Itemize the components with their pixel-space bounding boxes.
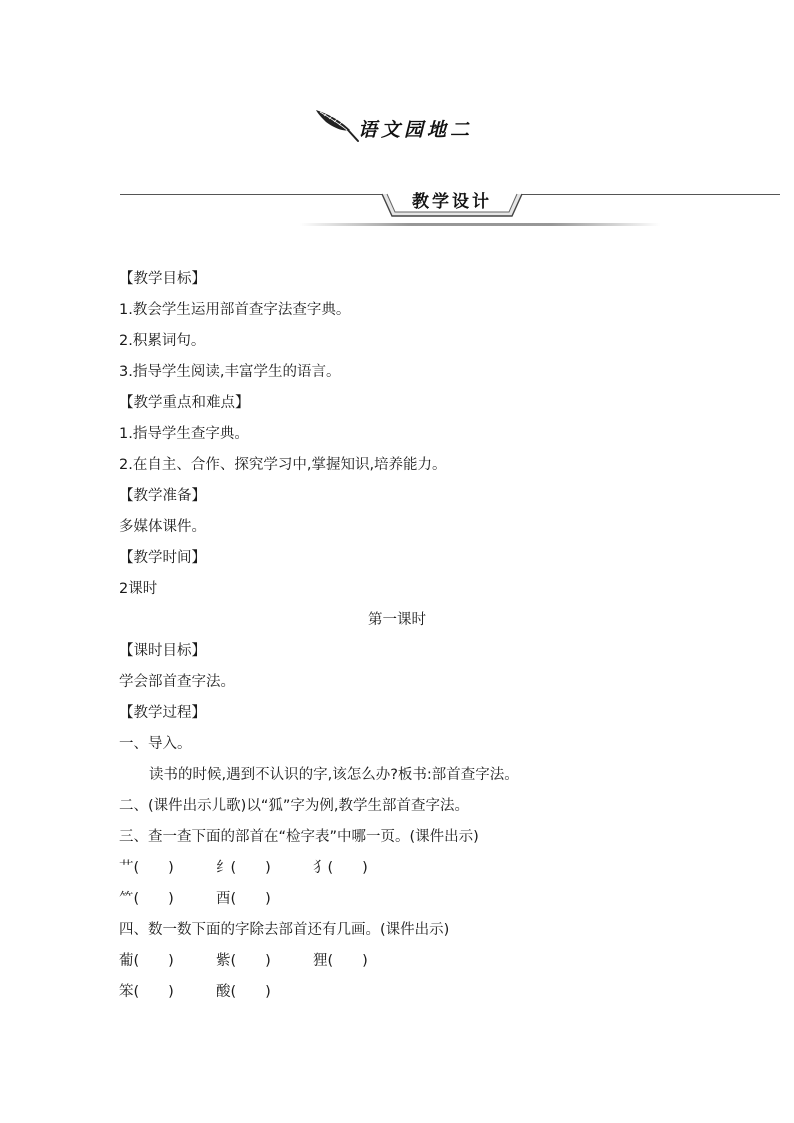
prep-text: 多媒体课件。: [119, 519, 206, 535]
key-points-heading: 【教学重点和难点】: [119, 395, 250, 411]
goal-item: 1.教会学生运用部首查字法查字典。: [119, 302, 351, 318]
char-blank: 狸( ): [313, 953, 368, 969]
section-banner: [380, 186, 524, 218]
key-point-item: 2.在自主、合作、探究学习中,掌握知识,培养能力。: [119, 457, 447, 473]
step-one-title: 一、导入。: [119, 736, 192, 752]
banner-label: 教学设计: [412, 192, 492, 212]
key-point-item: 1.指导学生查字典。: [119, 426, 249, 442]
radical-blank: 酉( ): [216, 891, 271, 907]
step-two-text: 二、(课件出示儿歌)以“狐”字为例,教学生部首查字法。: [119, 798, 469, 814]
unit-heading: [314, 100, 473, 144]
lesson-goal-text: 学会部首查字法。: [119, 674, 235, 690]
char-blank: 笨( ): [119, 984, 174, 1000]
process-heading: 【教学过程】: [119, 705, 206, 721]
lesson-title: 第一课时: [368, 612, 426, 628]
char-blank: 紫( ): [216, 953, 271, 969]
radical-row: [119, 884, 679, 915]
char-blank: 葡( ): [119, 953, 174, 969]
goal-item: 2.积累词句。: [119, 333, 206, 349]
step-one-text: 读书的时候,遇到不认识的字,该怎么办?板书:部首查字法。: [149, 767, 519, 783]
char-blank: 酸( ): [216, 984, 271, 1000]
goals-heading: 【教学目标】: [119, 271, 206, 287]
time-heading: 【教学时间】: [119, 550, 206, 566]
prep-heading: 【教学准备】: [119, 488, 206, 504]
step-four-text: 四、数一数下面的字除去部首还有几画。(课件出示): [119, 922, 450, 938]
radical-blank: 犭( ): [313, 860, 368, 876]
radical-blank: 艹( ): [119, 860, 174, 876]
radical-blank: 纟( ): [216, 860, 271, 876]
section-rule-shadow: [300, 223, 660, 226]
char-row: [119, 977, 679, 1008]
step-three-text: 三、查一查下面的部首在“检字表”中哪一页。(课件出示): [119, 829, 479, 845]
lesson-goal-heading: 【课时目标】: [119, 643, 206, 659]
unit-title: 语文园地二: [358, 119, 474, 141]
time-text: 2课时: [119, 581, 158, 597]
radical-row: [119, 853, 679, 884]
goal-item: 3.指导学生阅读,丰富学生的语言。: [119, 364, 341, 380]
radical-blank: ⺮( ): [119, 891, 174, 907]
char-row: [119, 946, 679, 977]
feather-quill-icon: [314, 104, 362, 144]
lesson-plan-body: [119, 264, 679, 1008]
